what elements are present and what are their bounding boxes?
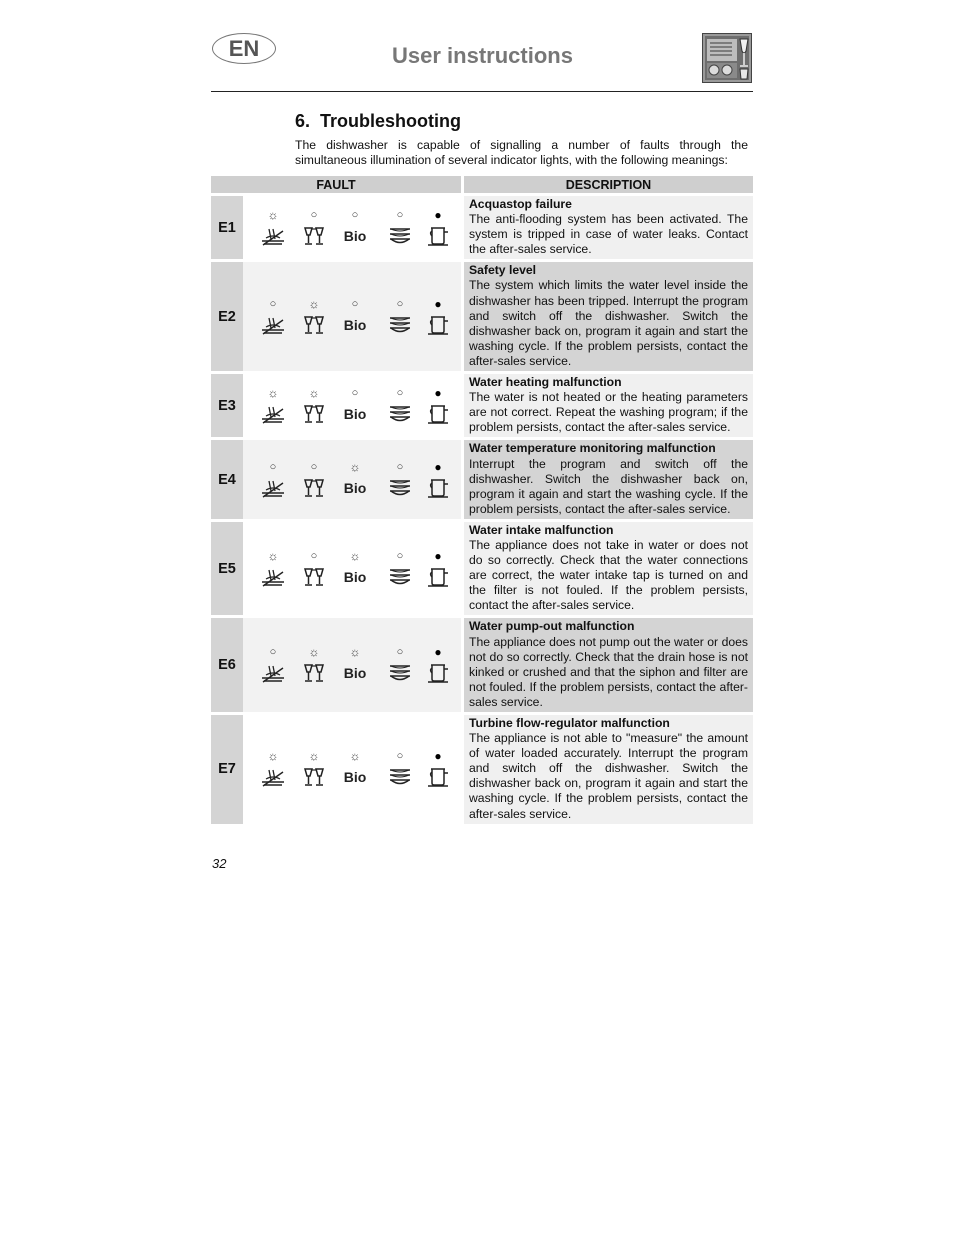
indicator-column (418, 549, 458, 593)
fault-title: Acquastop failure (469, 197, 572, 211)
stacked-plates-icon (380, 661, 420, 685)
light-on-icon: ☼ (308, 645, 320, 660)
glasses-icon (294, 565, 334, 589)
indicator-column (294, 749, 334, 793)
fault-description (464, 262, 753, 371)
fault-title: Turbine flow-regulator malfunction (469, 716, 670, 730)
indicator-column (335, 297, 375, 341)
indicator-lights (243, 196, 461, 259)
glass-and-plate-icon (253, 765, 293, 789)
indicator-column (335, 208, 375, 252)
indicator-column (294, 208, 334, 252)
light-off-icon: ○ (310, 549, 318, 562)
fault-description (464, 374, 753, 437)
table-row-e1 (211, 196, 753, 259)
bio-label (335, 402, 375, 426)
indicator-lights (243, 262, 461, 371)
bio-label (335, 765, 375, 789)
pot-icon (418, 661, 458, 685)
bio-text: Bio (343, 227, 367, 244)
section-title: 6. Troubleshooting (295, 111, 461, 131)
indicator-column (418, 386, 458, 430)
table-row-e2 (211, 262, 753, 371)
indicator-column (418, 297, 458, 341)
glass-and-plate-icon (253, 313, 293, 337)
bio-text: Bio (343, 769, 367, 786)
fault-title: Water heating malfunction (469, 375, 622, 390)
error-code: E7 (211, 715, 243, 824)
indicator-column (335, 549, 375, 593)
indicator-column (335, 460, 375, 504)
indicator-column (380, 208, 420, 252)
light-off-icon: ○ (396, 750, 404, 763)
language-badge: EN (212, 33, 276, 64)
indicator-column (380, 549, 420, 593)
glasses-icon (294, 765, 334, 789)
indicator-column (294, 386, 334, 430)
light-on-icon: ☼ (267, 749, 279, 764)
light-on-icon: ☼ (349, 645, 361, 660)
indicator-column (418, 208, 458, 252)
led-dot-icon: ● (434, 296, 442, 311)
light-off-icon: ○ (396, 208, 404, 221)
light-on-icon: ☼ (267, 207, 279, 222)
indicator-column (253, 460, 293, 504)
dishwasher-image (702, 33, 752, 83)
bio-text: Bio (343, 316, 367, 333)
light-off-icon: ○ (351, 297, 359, 310)
light-on-icon: ☼ (267, 385, 279, 400)
indicator-lights (243, 522, 461, 616)
indicator-column (380, 749, 420, 793)
bio-label (335, 476, 375, 500)
header-divider (211, 91, 753, 92)
glass-and-plate-icon (253, 224, 293, 248)
table-body (211, 196, 753, 824)
pot-icon (418, 476, 458, 500)
table-row-e3 (211, 374, 753, 437)
indicator-column (380, 386, 420, 430)
fault-description (464, 196, 753, 259)
indicator-column (294, 297, 334, 341)
pot-icon (418, 313, 458, 337)
bio-label (335, 661, 375, 685)
indicator-column (253, 645, 293, 689)
header-title: User instructions (392, 43, 573, 68)
stacked-plates-icon (380, 224, 420, 248)
fault-title: Water intake malfunction (469, 522, 614, 537)
pot-icon (418, 224, 458, 248)
fault-description (464, 522, 753, 616)
led-dot-icon: ● (434, 749, 442, 764)
light-off-icon: ○ (269, 297, 277, 310)
fault-text: Interrupt the program and switch off the dishwasher. Switch the dishwasher back on, program it again and start the washing cycle. If the problem persists, contact the after-sales service. (469, 456, 748, 516)
indicator-column (418, 645, 458, 689)
fault-text: The anti-flooding system has been activated. The system is tripped in case of water leaks. Contact the after-sales service. (469, 212, 748, 257)
error-code: E4 (211, 440, 243, 518)
glasses-icon (294, 661, 334, 685)
indicator-column (380, 645, 420, 689)
fault-description (464, 440, 753, 518)
pot-icon (418, 402, 458, 426)
error-code: E3 (211, 374, 243, 437)
glasses-icon (294, 476, 334, 500)
glass-and-plate-icon (253, 476, 293, 500)
stacked-plates-icon (380, 565, 420, 589)
indicator-column (335, 749, 375, 793)
indicator-column (380, 297, 420, 341)
light-off-icon: ○ (269, 646, 277, 659)
fault-text: The system which limits the water level inside the dishwasher has been tripped. Interrupt the program and switch off the dishwasher. Switch the dishwasher back on, program it again and start the washing cycle. If the problem persists, contact the after-sales service. (469, 278, 748, 368)
indicator-lights (243, 374, 461, 437)
glass-and-plate-icon (253, 402, 293, 426)
indicator-column (380, 460, 420, 504)
light-on-icon: ☼ (308, 749, 320, 764)
page-number: 32 (212, 856, 227, 871)
fault-description (464, 715, 753, 824)
fault-text: The water is not heated or the heating parameters are not correct. Repeat the washing program; if the problem persists, contact the after-sales service. (469, 390, 748, 435)
bio-label (335, 224, 375, 248)
bio-label (335, 313, 375, 337)
pot-icon (418, 565, 458, 589)
glasses-icon (294, 224, 334, 248)
indicator-column (335, 645, 375, 689)
stacked-plates-icon (380, 476, 420, 500)
led-dot-icon: ● (434, 385, 442, 400)
indicator-lights (243, 618, 461, 712)
error-code: E5 (211, 522, 243, 616)
indicator-column (253, 297, 293, 341)
fault-column-header: FAULT (211, 176, 461, 193)
light-on-icon: ☼ (349, 749, 361, 764)
light-off-icon: ○ (396, 297, 404, 310)
light-off-icon: ○ (396, 646, 404, 659)
indicator-column (294, 460, 334, 504)
glass-and-plate-icon (253, 565, 293, 589)
indicator-column (294, 645, 334, 689)
light-off-icon: ○ (310, 208, 318, 221)
led-dot-icon: ● (434, 207, 442, 222)
error-code: E2 (211, 262, 243, 371)
fault-text: The appliance does not pump out the water or does not do so correctly. Check that the drain hose is not kinked or crushed and that the siphon and filter are not fouled. If the problem persists, contact the after-sales service. (469, 634, 748, 709)
indicator-column (294, 549, 334, 593)
bio-text: Bio (343, 405, 367, 422)
indicator-lights (243, 715, 461, 824)
glass-and-plate-icon (253, 661, 293, 685)
light-on-icon: ☼ (267, 548, 279, 563)
stacked-plates-icon (380, 313, 420, 337)
pot-icon (418, 765, 458, 789)
table-row-e4 (211, 440, 753, 518)
led-dot-icon: ● (434, 548, 442, 563)
description-column-header: DESCRIPTION (464, 176, 753, 193)
error-code: E1 (211, 196, 243, 259)
fault-table (211, 176, 753, 824)
indicator-column (253, 749, 293, 793)
light-off-icon: ○ (396, 549, 404, 562)
bio-text: Bio (343, 568, 367, 585)
stacked-plates-icon (380, 765, 420, 789)
table-row-e5 (211, 522, 753, 616)
intro-paragraph: The dishwasher is capable of signalling a number of faults through the simultaneous illumination of several indicator lights, with the following meanings: (295, 138, 748, 168)
light-off-icon: ○ (310, 460, 318, 473)
led-dot-icon: ● (434, 645, 442, 660)
fault-text: The appliance is not able to "measure" the amount of water loaded accurately. Interrupt the program and switch off the dishwasher. Switch the dishwasher back on, program it again and start the washing cycle. If the problem persists, contact the after-sales service. (469, 731, 748, 821)
glasses-icon (294, 402, 334, 426)
fault-title: Water pump-out malfunction (469, 619, 635, 634)
indicator-lights (243, 440, 461, 518)
light-on-icon: ☼ (349, 459, 361, 474)
light-off-icon: ○ (351, 386, 359, 399)
fault-text: The appliance does not take in water or does not do so correctly. Check that the water connections are correct, the water intake tap is turned on and the filter is not fouled. If the problem persists, contact the after-sales service. (469, 537, 748, 613)
fault-title: Water temperature monitoring malfunction (469, 441, 716, 456)
fault-description (464, 618, 753, 712)
light-off-icon: ○ (396, 460, 404, 473)
indicator-column (335, 386, 375, 430)
bio-text: Bio (343, 665, 367, 682)
fault-title: Safety level (469, 263, 537, 278)
bio-text: Bio (343, 479, 367, 496)
bio-label (335, 565, 375, 589)
indicator-column (253, 549, 293, 593)
light-on-icon: ☼ (308, 385, 320, 400)
error-code: E6 (211, 618, 243, 712)
glasses-icon (294, 313, 334, 337)
indicator-column (253, 208, 293, 252)
stacked-plates-icon (380, 402, 420, 426)
indicator-column (418, 460, 458, 504)
light-off-icon: ○ (396, 386, 404, 399)
indicator-column (253, 386, 293, 430)
table-row-e7 (211, 715, 753, 824)
led-dot-icon: ● (434, 459, 442, 474)
light-off-icon: ○ (269, 460, 277, 473)
indicator-column (418, 749, 458, 793)
light-off-icon: ○ (351, 208, 359, 221)
table-row-e6 (211, 618, 753, 712)
table-header (211, 176, 753, 193)
light-on-icon: ☼ (349, 548, 361, 563)
light-on-icon: ☼ (308, 296, 320, 311)
